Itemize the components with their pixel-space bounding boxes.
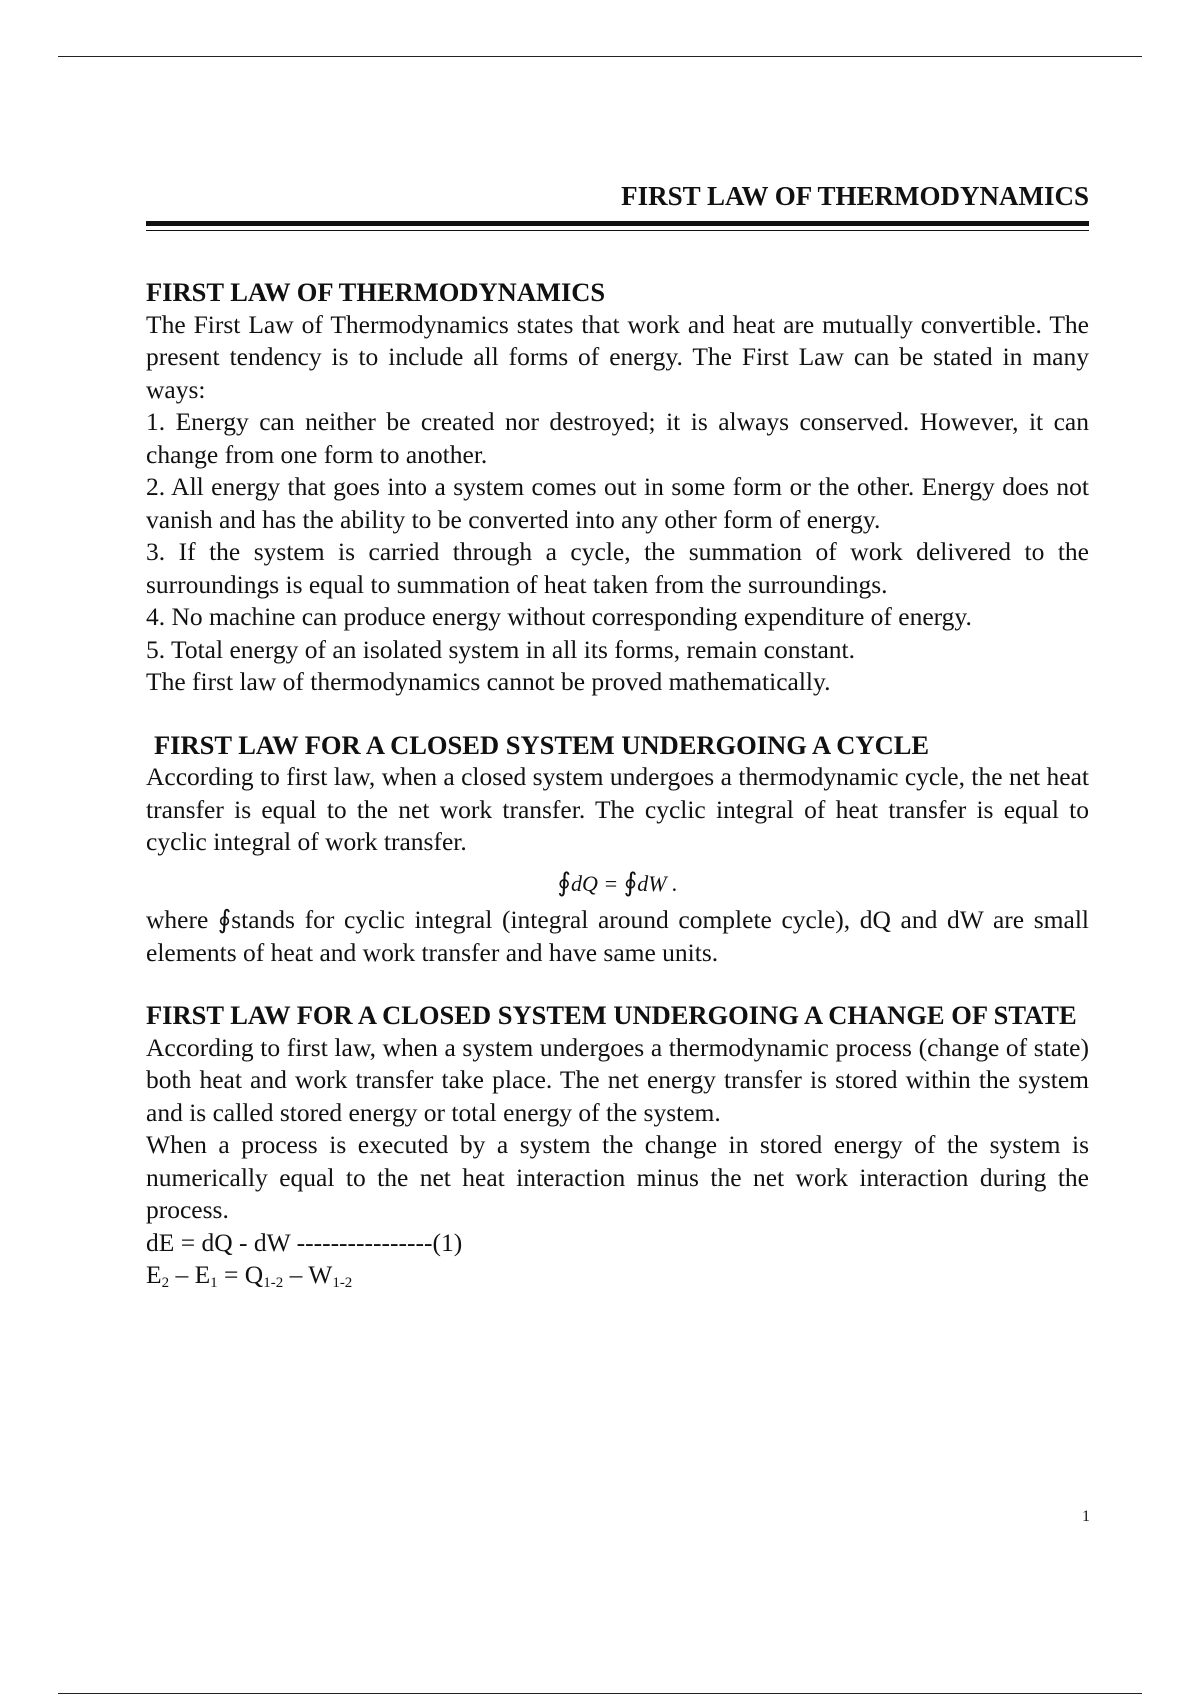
page-number: 1 — [1082, 1508, 1090, 1525]
section-heading-first-law: FIRST LAW OF THERMODYNAMICS — [146, 277, 606, 307]
eq2-part: – W — [283, 1260, 333, 1289]
energy-equation-2 — [146, 1259, 1089, 1292]
section-heading-change-of-state: FIRST LAW FOR A CLOSED SYSTEM UNDERGOING A CHANGE OF STATE — [146, 1000, 1077, 1030]
equation-lhs: dQ — [570, 870, 598, 896]
cyclic-integral-equation — [146, 867, 1089, 901]
list-item: 3. If the system is carried through a cycle, the summation of work delivered to the surroundings is equal to summation of heat taken from the surroundings. — [146, 537, 1089, 599]
eq2-part: = Q — [217, 1260, 264, 1289]
top-rule — [58, 56, 1142, 57]
explanation-prefix: where — [146, 905, 218, 934]
integral-explanation — [146, 904, 1089, 969]
closing-paragraph: The first law of thermodynamics cannot be proved mathematically. — [146, 667, 831, 696]
energy-equation-1: dE = dQ - dW ----------------(1) — [146, 1227, 463, 1257]
change-paragraph-2: When a process is executed by a system the change in stored energy of the system is numerically equal to the net heat interaction minus the net work interaction during the process. — [146, 1130, 1089, 1224]
eq2-e: E — [146, 1260, 162, 1289]
bottom-rule — [58, 1693, 1142, 1694]
eq2-part: – E — [169, 1260, 211, 1289]
equation-rhs: dW — [637, 870, 667, 896]
eq2-sub: 1-2 — [263, 1275, 284, 1291]
equation-end: . — [666, 870, 678, 896]
integral-symbol: ∮ — [557, 867, 571, 897]
list-item: 1. Energy can neither be created nor destroyed; it is always conserved. However, it can change from one form to another. — [146, 407, 1089, 469]
change-paragraph-1: According to first law, when a system undergoes a thermodynamic process (change of state) both heat and work transfer take place. The net energy transfer is stored within the system and is called stored energy or total energy of the system. — [146, 1032, 1089, 1127]
eq2-sub: 1 — [210, 1275, 218, 1291]
running-header: FIRST LAW OF THERMODYNAMICS — [621, 181, 1089, 211]
cycle-paragraph: According to first law, when a closed system undergoes a thermodynamic cycle, the net heat transfer is equal to the net work transfer. The cyclic integral of heat transfer is equal to cyclic integral of work transfer. — [146, 762, 1089, 856]
integral-symbol: ∮ — [623, 867, 638, 897]
equation-equals: = — [597, 870, 624, 896]
document-body — [146, 276, 1089, 1292]
eq2-sub: 1-2 — [332, 1275, 353, 1291]
eq2-sub: 2 — [161, 1275, 170, 1291]
header-rule-thick — [146, 221, 1089, 226]
section-heading-cycle: FIRST LAW FOR A CLOSED SYSTEM UNDERGOING A CYCLE — [154, 729, 930, 760]
explanation-text: stands for cyclic integral (integral around complete cycle), dQ and dW are small elements of heat and work transfer and have same units. — [146, 905, 1089, 967]
list-item: 5. Total energy of an isolated system in all its forms, remain constant. — [146, 634, 856, 664]
list-item: 2. All energy that goes into a system comes out in some form or the other. Energy does not vanish and has the ability to be converted into any other form of energy. — [146, 472, 1089, 534]
header-rule-thin — [146, 230, 1089, 231]
intro-paragraph: The First Law of Thermodynamics states that work and heat are mutually convertible. The present tendency is to include all forms of energy. The First Law can be stated in many ways: — [146, 309, 1089, 404]
list-item: 4. No machine can produce energy without corresponding expenditure of energy. — [146, 602, 972, 631]
integral-symbol: ∮ — [217, 905, 232, 934]
